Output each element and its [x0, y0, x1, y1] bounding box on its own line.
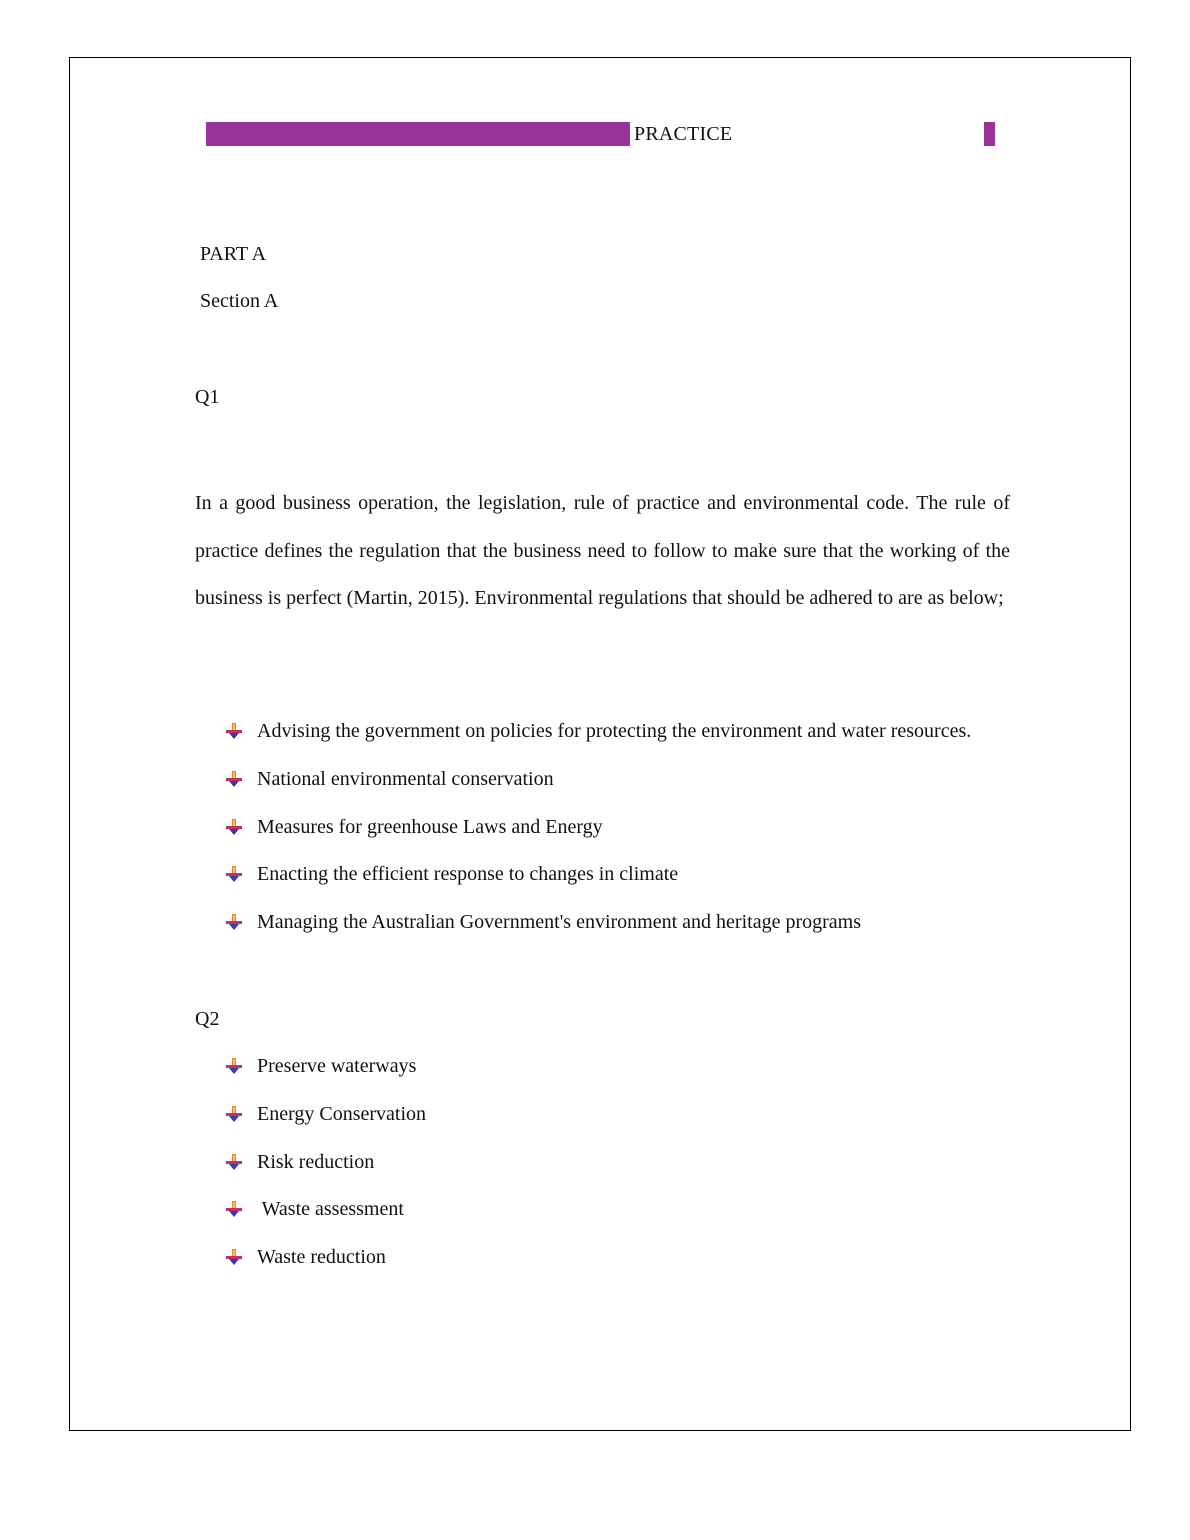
arrow-bullet-icon — [226, 819, 242, 835]
list-item-text: Energy Conservation — [257, 1102, 427, 1125]
arrow-bullet-icon — [226, 866, 242, 882]
part-heading: PART A — [200, 243, 267, 265]
arrow-bullet-icon — [226, 723, 242, 739]
section-heading: Section A — [200, 290, 279, 312]
list-item-text: Advising the government on policies for protecting the environment and water resources. — [257, 720, 972, 742]
header-title: PRACTICE — [634, 123, 733, 145]
arrow-bullet-icon — [226, 914, 242, 930]
list-item-text: Waste assessment — [257, 1198, 404, 1221]
header-accent-bar-left — [206, 122, 630, 146]
arrow-bullet-icon — [226, 1249, 242, 1265]
q1-label: Q1 — [195, 386, 220, 408]
list-item-text: Measures for greenhouse Laws and Energy — [257, 815, 603, 838]
list-item-text: Managing the Australian Government's environment and heritage programs — [257, 911, 861, 933]
list-item-text: National environmental conservation — [257, 767, 554, 790]
arrow-bullet-icon — [226, 1154, 242, 1170]
arrow-bullet-icon — [226, 1201, 242, 1217]
list-item-text: Risk reduction — [257, 1150, 375, 1173]
list-item-text: Waste reduction — [257, 1246, 386, 1268]
list-item-text: Enacting the efficient response to changes in climate — [257, 863, 679, 886]
arrow-bullet-icon — [226, 1106, 242, 1122]
header-accent-bar-right — [984, 122, 995, 146]
list-item-text: Preserve waterways — [257, 1055, 417, 1077]
q1-paragraph: In a good business operation, the legislation, rule of practice and environmental code. The rule of practice defines the regulation that the business need to follow to make sure that the working of the business is perfect (Martin, 2015). Environmental regulations that should be adhered to are as below; — [195, 492, 1010, 610]
q2-label: Q2 — [195, 1008, 220, 1030]
arrow-bullet-icon — [226, 1058, 242, 1074]
arrow-bullet-icon — [226, 771, 242, 787]
